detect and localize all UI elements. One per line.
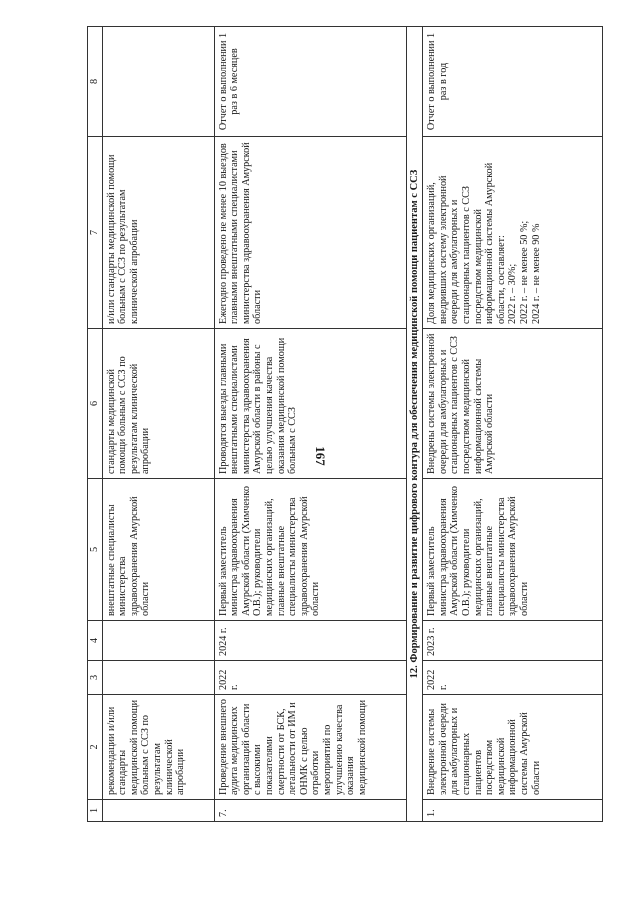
- responsible-cell: Первый заместитель министра здравоохранения Амурской области (Химченко О.В.); руководители медицинских организаций, главные внештатные специалисты министерства здравоохранения Амурской области: [423, 479, 603, 621]
- indicator-cell: Доля медицинских организаций, внедривших систему электронной очереди для амбулаторных и стационарных пациентов с ССЗ посредством медицинской информационной системы Амурской области, составляет: 2022 г. – 30%; 2022 г. – не менее 50 %; 2024 г. – не менее 90 %: [423, 137, 603, 329]
- characteristic-cell: стандарты медицинской помощи больным с ССЗ по результатам клинической апробации: [102, 329, 214, 479]
- event-cell: Проведение внешнего аудита медицинских организаций области с высокими показателями смертности от БСК, летальности от ИМ и ОНМК с целью отработки мероприятий по улучшению качества оказания медицинской помощи: [214, 695, 406, 800]
- table-row: [102, 27, 214, 822]
- responsible-cell: Первый заместитель министра здравоохранения Амурской области (Химченко О.В.); руководители медицинских организаций, главные внештатные специалисты министерства здравоохранения Амурской области: [214, 479, 406, 621]
- header-cell: 6: [88, 329, 103, 479]
- event-cell: Внедрение системы электронной очереди для амбулаторных и стационарных пациентов посредством медицинской информационной системы Амурской области: [423, 695, 603, 800]
- indicator-cell: и/или стандарты медицинской помощи больным с ССЗ по результатам клинической апробации: [102, 137, 214, 329]
- header-cell: 5: [88, 479, 103, 621]
- report-cell: [102, 27, 214, 137]
- start-cell: [102, 661, 214, 695]
- header-cell: 3: [88, 661, 103, 695]
- header-cell: 2: [88, 695, 103, 800]
- responsible-cell: внештатные специалисты министерства здравоохранения Амурской области: [102, 479, 214, 621]
- header-cell: 4: [88, 621, 103, 661]
- table-row: [214, 27, 406, 822]
- header-cell: 7: [88, 137, 103, 329]
- table-row: [423, 27, 603, 822]
- start-cell: 2022 г.: [214, 661, 406, 695]
- report-cell: Отчет о выполнении 1 раз в год: [423, 27, 603, 137]
- page-number: 167: [313, 446, 328, 466]
- row-number: 7.: [214, 800, 406, 822]
- report-cell: Отчет о выполнении 1 раз в 6 месяцев: [214, 27, 406, 137]
- row-number: 1.: [423, 800, 603, 822]
- start-cell: 2022 г.: [423, 661, 603, 695]
- end-cell: 2024 г.: [214, 621, 406, 661]
- section-header-row: [406, 27, 423, 822]
- rotated-table-container: [87, 27, 632, 822]
- characteristic-cell: Внедрены системы электронной очереди для амбулаторных и стационарных пациентов с ССЗ посредством медицинской информационной системы Амурской области: [423, 329, 603, 479]
- indicator-cell: Ежегодно проведено не менее 10 выездов главными внештатными специалистами министерства здравоохранения Амурской области: [214, 137, 406, 329]
- event-cell: рекомендации и/или стандарты медицинской помощи больным с ССЗ по результатам клинической апробации: [102, 695, 214, 800]
- header-cell: 8: [88, 27, 103, 137]
- header-row: [88, 27, 103, 822]
- header-cell: 1: [88, 800, 103, 822]
- end-cell: 2023 г.: [423, 621, 603, 661]
- section-title: 12. Формирование и развитие цифрового контура для обеспечения медицинской помощи пациентам с ССЗ: [406, 27, 423, 822]
- end-cell: [102, 621, 214, 661]
- action-plan-table: [87, 26, 603, 822]
- characteristic-cell: Проводятся выезды главными внештатными специалистами министерства здравоохранения Амурской области в районы с целью улучшения качества оказания медицинской помощи больным с ССЗ: [214, 329, 406, 479]
- row-number: [102, 800, 214, 822]
